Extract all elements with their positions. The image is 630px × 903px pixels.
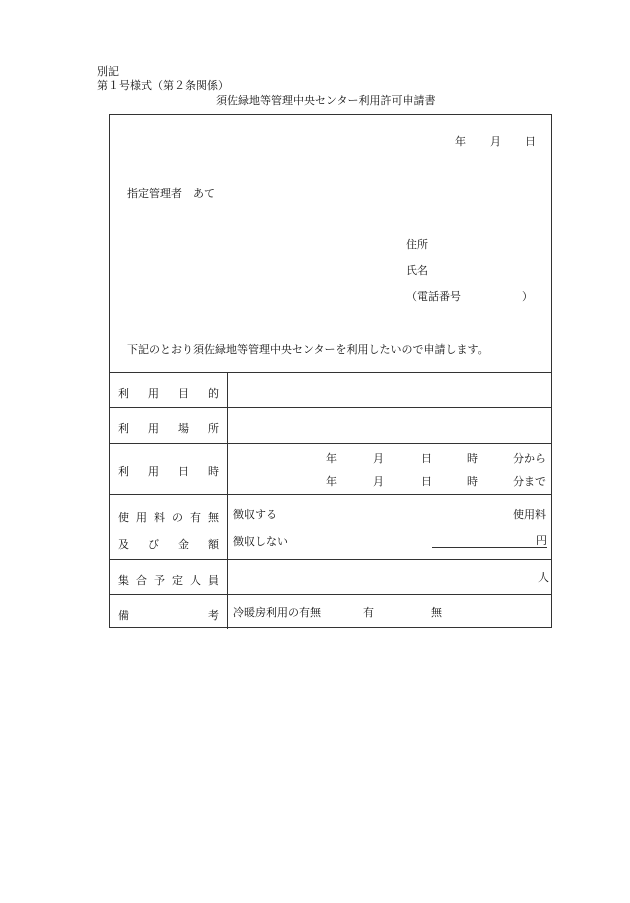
statement: 下記のとおり須佐緑地等管理中央センターを利用したいので申請します。 [127, 343, 489, 356]
note-label: 別記 [97, 65, 119, 78]
form-number: 第１号様式（第２条関係） [97, 79, 229, 92]
fee-label-line2: 及 び 金 額 [118, 538, 219, 551]
fee-collect-option[interactable]: 徴収する [233, 508, 277, 521]
remarks-label: 備 考 [118, 609, 219, 622]
name-label: 氏名 [406, 264, 428, 277]
heating-no-option[interactable]: 無 [431, 606, 442, 619]
date-month: 月 [490, 135, 501, 148]
date-year: 年 [455, 135, 466, 148]
heating-label: 冷暖房利用の有無 [233, 606, 321, 619]
place-label: 利 用 場 所 [118, 422, 219, 435]
form-title: 須佐緑地等管理中央センター利用許可申請書 [216, 94, 436, 107]
purpose-field[interactable] [228, 373, 552, 407]
datetime-label: 利 用 日 時 [118, 465, 219, 478]
fee-amount-field[interactable] [432, 547, 547, 548]
yen-label: 円 [536, 534, 547, 547]
application-form: 年 月 日 指定管理者 あて 住所 氏名 （電話番号 ） 下記のとおり須佐緑地等管理中央センターを利用したいので申請します。 利 用 目 的 利 用 場 所 利 用 日 時 年 月 日 時 分から 年 月 日 時 分まで 使 用 料 の 有 無 及 び 金 額 徴収する 徴収しない 使用料 円 集 合 予 定 人 員 人 備 考 冷暖房利用の有無 有 無 [109, 114, 552, 628]
date-day: 日 [525, 135, 536, 148]
place-field[interactable] [228, 408, 552, 443]
attendees-unit: 人 [538, 571, 549, 584]
fee-label-line1: 使 用 料 の 有 無 [118, 511, 219, 524]
attendees-label: 集 合 予 定 人 員 [118, 574, 219, 587]
address-label: 住所 [406, 238, 428, 251]
addressee: 指定管理者 あて [127, 187, 215, 200]
phone-label: （電話番号 [406, 290, 461, 303]
fee-amount-label: 使用料 [513, 508, 546, 521]
phone-close: ） [522, 290, 533, 303]
heating-yes-option[interactable]: 有 [363, 606, 374, 619]
fee-no-collect-option[interactable]: 徴収しない [233, 535, 288, 548]
purpose-label: 利 用 目 的 [118, 387, 219, 400]
